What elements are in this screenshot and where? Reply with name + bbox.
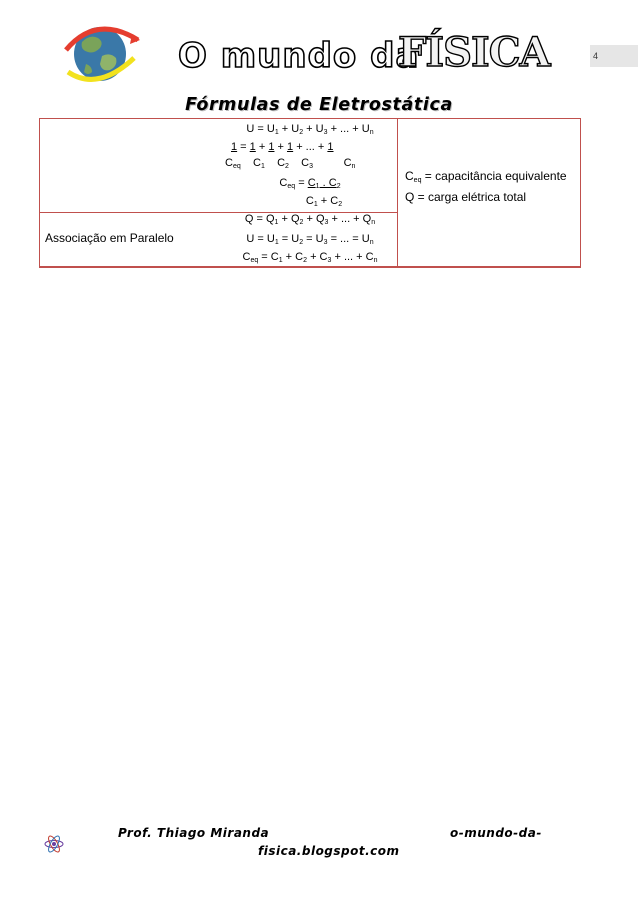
notes-cell <box>405 168 577 206</box>
q-definition: Q = carga elétrica total <box>405 190 527 204</box>
two-capacitors-numerator: $C_{eq} = C_1$ . $C_2$ <box>279 177 341 190</box>
series-voltage-formula: $U = U_1 + U_2 + U_3$ + ... + $U_n$ <box>246 123 374 136</box>
footer-atom-icon <box>44 834 64 854</box>
parallel-capacitance-formula: $C_{eq} = C_1 + C_2 + C_3$ + ... + $C_n$ <box>242 251 378 264</box>
ceq-definition: = capacitância equivalente <box>421 169 567 183</box>
page-number: 4 <box>593 51 599 61</box>
series-reciprocal-numerators: 1 = 1 + 1 + 1 + ... + 1 <box>231 141 334 153</box>
parallel-row-label: Associação em Paralelo <box>45 231 174 245</box>
ceq-symbol: C <box>405 169 414 183</box>
table-border-top <box>39 118 580 119</box>
table-border-right <box>580 118 581 268</box>
parallel-voltage-formula: $U = U_1 = U_2 = U_3$ = ... = $U_n$ <box>246 233 374 246</box>
logo-brand: FÍSICA <box>398 29 550 76</box>
page-title: Fórmulas de Eletrostática <box>185 95 453 115</box>
globe-logo-icon <box>62 20 140 86</box>
series-reciprocal-denominators: $C_{eq}$ $C_1$ $C_2$ $C_3$ $C_n$ <box>225 157 356 170</box>
footer-url-part2: fisica.blogspot.com <box>258 844 400 858</box>
logo-text: O mundo da <box>178 36 420 76</box>
parallel-charge-formula: $Q = Q_1 + Q_2 + Q_3$ + ... + $Q_n$ <box>244 213 376 226</box>
two-capacitors-denominator: $C_1 + C_2$ <box>305 195 343 208</box>
ceq-subscript: eq <box>413 177 422 184</box>
footer-author: Prof. Thiago Miranda <box>118 826 270 840</box>
footer-url-part1: o-mundo-da- <box>450 826 542 840</box>
table-border-left <box>39 118 40 268</box>
